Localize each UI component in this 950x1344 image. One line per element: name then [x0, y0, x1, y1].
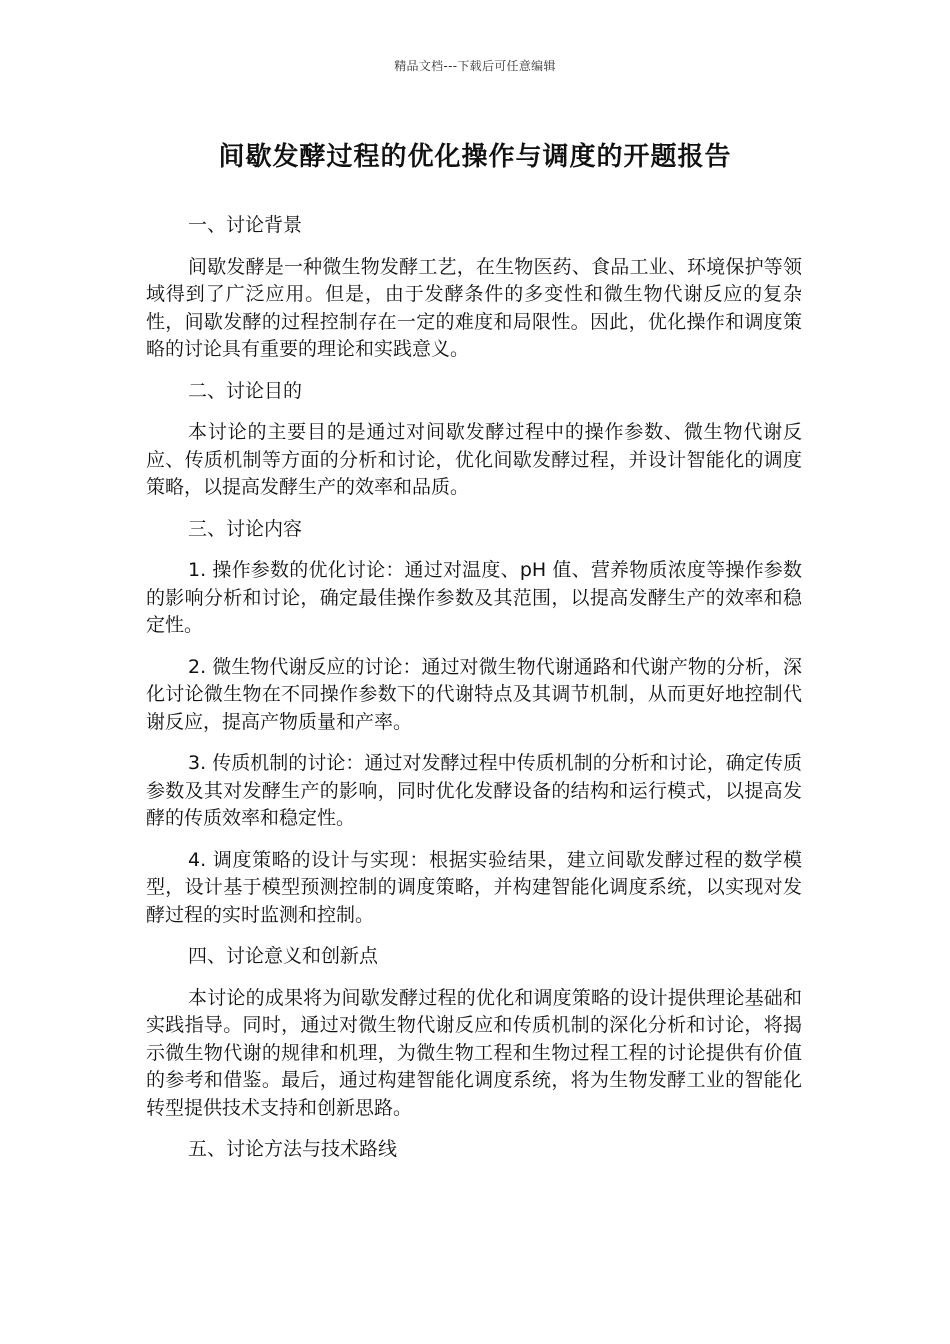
paragraph-content-item-4: 4. 调度策略的设计与实现：根据实验结果，建立间歇发酵过程的数学模型，设计基于模型预测控制的调度策略，并构建智能化调度系统，以实现对发酵过程的实时监测和控制。: [146, 848, 802, 926]
section-heading-methods: 五、讨论方法与技术路线: [188, 1138, 398, 1160]
paragraph-purpose: 本讨论的主要目的是通过对间歇发酵过程中的操作参数、微生物代谢反应、传质机制等方面的分析和讨论，优化间歇发酵过程，并设计智能化的调度策略，以提高发酵生产的效率和品质。: [146, 421, 802, 498]
section-heading-significance: 四、讨论意义和创新点: [188, 945, 379, 967]
header-note: 精品文档---下载后可任意编辑: [394, 59, 556, 73]
paragraph-significance: 本讨论的成果将为间歇发酵过程的优化和调度策略的设计提供理论基础和实践指导。同时，通过对微生物代谢反应和传质机制的深化分析和讨论，将揭示微生物代谢的规律和机理，为微生物工程和生物过程工程的讨论提供有价值的参考和借鉴。最后，通过构建智能化调度系统，将为生物发酵工业的智能化转型提供技术支持和创新思路。: [146, 986, 802, 1119]
paragraph-background: 间歇发酵是一种微生物发酵工艺，在生物医药、食品工业、环境保护等领域得到了广泛应用。但是，由于发酵条件的多变性和微生物代谢反应的复杂性，间歇发酵的过程控制存在一定的难度和局限性。因此，优化操作和调度策略的讨论具有重要的理论和实践意义。: [146, 255, 802, 360]
paragraph-content-item-1: 1. 操作参数的优化讨论：通过对温度、pH 值、营养物质浓度等操作参数的影响分析和讨论，确定最佳操作参数及其范围，以提高发酵生产的效率和稳定性。: [146, 559, 802, 636]
document-body: [146, 212, 802, 1178]
section-heading-purpose: 二、讨论目的: [188, 379, 303, 402]
paragraph-content-item-3: 3. 传质机制的讨论：通过对发酵过程中传质机制的分析和讨论，确定传质参数及其对发酵生产的影响，同时优化发酵设备的结构和运行模式，以提高发酵的传质效率和稳定性。: [146, 752, 802, 829]
paragraph-content-item-2: 2. 微生物代谢反应的讨论：通过对微生物代谢通路和代谢产物的分析，深化讨论微生物在不同操作参数下的代谢特点及其调节机制，从而更好地控制代谢反应，提高产物质量和产率。: [146, 655, 802, 733]
document-title: 间歇发酵过程的优化操作与调度的开题报告: [218, 142, 732, 172]
section-heading-content: 三、讨论内容: [188, 517, 303, 540]
section-heading-background: 一、讨论背景: [188, 214, 303, 236]
